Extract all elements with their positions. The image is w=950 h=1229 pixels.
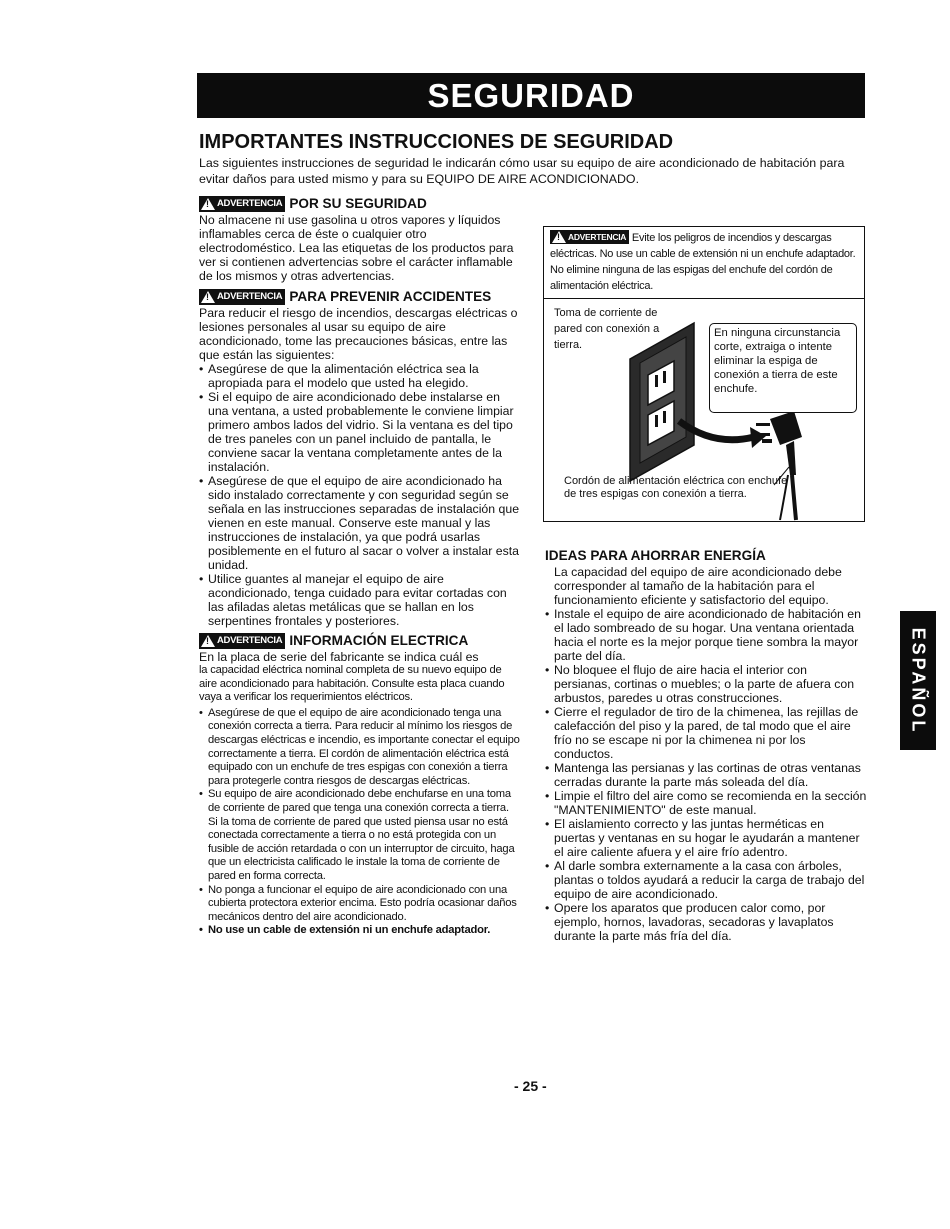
receptacle-slot xyxy=(663,371,666,383)
plug-body xyxy=(770,411,802,445)
list-item: • Asegúrese de que el equipo de aire acondicionado tenga una conexión correcta a tierra. Para reducir al mínimo los riesgos de descargas eléctricas e incendio, es importante conectar el equipo correctamente a tierra. El cordón de alimentación eléctrica está equipado con un enchufe de tres espigas con conexión a tierra para protegerle contra riesgos de descargas eléctricas. xyxy=(199,707,521,789)
receptacle-slot xyxy=(655,415,658,427)
page-title: IMPORTANTES INSTRUCCIONES DE SEGURIDAD xyxy=(199,131,674,153)
section-header-por-su-seguridad xyxy=(199,195,521,212)
list-item: • No bloquee el flujo de aire hacia el interior con persianas, cortinas o muebles; o la parte de afuera con arbustos, paredes u otras construcciones. xyxy=(545,663,867,705)
receptacle-slot xyxy=(663,411,666,423)
bullet-list xyxy=(199,707,521,938)
list-item-emphasis: • No use un cable de extensión ni un enchufe adaptador. xyxy=(199,924,521,938)
warning-triangle-icon xyxy=(552,231,566,243)
section-text: En la placa de serie del fabricante se indica cuál es xyxy=(199,650,479,664)
list-item: • El aislamiento correcto y las juntas herméticas en puertas y ventanas en su hogar le ayudarán a mantener el aire caliente afuera y el aire frío adentro. xyxy=(545,817,867,859)
language-side-tab xyxy=(900,611,936,750)
cord-label: Cordón de alimentación eléctrica con enchufe de tres espigas con conexión a tierra. xyxy=(564,475,788,500)
page-number: - 25 - xyxy=(514,1078,547,1094)
list-item: • No ponga a funcionar el equipo de aire acondicionado con una cubierta protectora exterior encima. Esto podría ocasionar daños mecánicos dentro del aire acondicionado. xyxy=(199,884,521,925)
warning-badge: ! ADVERTENCIA xyxy=(550,230,629,244)
warning-triangle-icon xyxy=(201,198,215,210)
section-title: INFORMACIÓN ELECTRICA xyxy=(289,633,469,648)
list-item: • Opere los aparatos que producen calor como, por ejemplo, hornos, lavadoras, secadoras y lavaplatos durante la parte más fría del día. xyxy=(545,901,867,943)
plug-ground-pin xyxy=(762,439,772,443)
section-title: POR SU SEGURIDAD xyxy=(289,196,427,211)
warning-triangle-icon xyxy=(201,291,215,303)
side-tab-label: ESPAÑOL xyxy=(908,627,929,734)
receptacle-slot xyxy=(655,375,658,387)
intro-paragraph: Las siguientes instrucciones de seguridad le indicarán cómo usar su equipo de aire acondicionado de habitación para evitar daños para usted mismo y para su EQUIPO DE AIRE ACONDICIONADO. xyxy=(199,156,845,186)
warning-box-header xyxy=(544,227,864,299)
plug-prong xyxy=(758,433,770,436)
list-item: • Mantenga las persianas y las cortinas de otras ventanas cerradas durante la parte más soleada del día. xyxy=(545,761,867,789)
section-title: IDEAS PARA AHORRAR ENERGÍA xyxy=(545,548,766,563)
warning-figure-box xyxy=(543,226,865,522)
list-item: • Si el equipo de aire acondicionado debe instalarse en una ventana, a usted probablemente le conviene limpiar primero ambos lados del vidrio. Si la ventana es del tipo de tres paneles con un panel incluido de pantalla, le conviene sacar la ventana completamente antes de la instalación. xyxy=(199,390,521,474)
section-text: No almacene ni use gasolina u otros vapores y líquidos inflamables cerca de éste o cualquier otro electrodoméstico. Lea las etiquetas de los productos para ver si contienen advertencias sobre el carácter inflamable de los mismos y otras advertencias. xyxy=(199,213,514,283)
warning-badge: ! ADVERTENCIA xyxy=(199,633,285,649)
section-banner xyxy=(197,73,865,118)
section-header-prevenir-accidentes xyxy=(199,288,521,305)
section-text: Para reducir el riesgo de incendios, descargas eléctricas o lesiones personales al usar su equipo de aire acondicionado, tome las precauciones básicas, entre las que están las siguientes: xyxy=(199,306,518,362)
section-title: PARA PREVENIR ACCIDENTES xyxy=(289,289,492,304)
list-item: • Instale el equipo de aire acondicionado de habitación en el lado sombreado de su hogar. Una ventana orientada hacia el norte es la mejor porque tiene sombra la mayor parte del día. xyxy=(545,607,867,663)
section-header-ahorrar-energia xyxy=(545,547,867,564)
left-column xyxy=(199,195,521,938)
warning-box-text: Evite los peligros de incendios y descargas eléctricas. No use un cable de extensión ni un enchufe adaptador. No elimine ninguna de las espigas del enchufe del cordón de alimentación eléctrica. xyxy=(550,232,856,292)
list-item: • Su equipo de aire acondicionado debe enchufarse en una toma de corriente de pared que tenga una conexión correcta a tierra. Si la toma de corriente de pared que usted piensa usar no está conectada correctamente a tierra o no está protegida con un fusible de acción retardada o con un interruptor de circuito, haga que un electricista calificado le instale la toma de corriente de pared en forma correcta. xyxy=(199,788,521,883)
list-item: • Asegúrese de que el equipo de aire acondicionado ha sido instalado correctamente y con seguridad según se señala en las instrucciones separadas de instalación que vienen en este manual. Conserve este manual y las instrucciones de instalación, ya que podrá usarlas posiblemente en el futuro al sacar o volver a instalar esta unidad. xyxy=(199,474,521,572)
plug-prong xyxy=(756,423,770,426)
section-header-informacion-electrica xyxy=(199,632,521,649)
section-text: la capacidad eléctrica nominal completa de su nuevo equipo de aire acondicionado para habitación. Consulte esta placa cuando vaya a verificar los requerimientos eléctricos. xyxy=(199,664,505,704)
list-item: • Utilice guantes al manejar el equipo de aire acondicionado, tenga cuidado para evitar cortadas con las afiladas aletas metálicas que se hallan en los serpentines frontales y posteriores. xyxy=(199,572,521,628)
warning-badge: ! ADVERTENCIA xyxy=(199,289,285,305)
right-column xyxy=(545,547,867,943)
section-text: La capacidad del equipo de aire acondicionado debe corresponder al tamaño de la habitación para el funcionamiento eficiente y satisfactorio del equipo. xyxy=(554,565,842,607)
plug-strain-relief xyxy=(786,441,796,475)
list-item: • Cierre el regulador de tiro de la chimenea, las rejillas de calefacción del piso y la pared, de tal modo que el aire frío no se escape ni por la chimenea ni por los conductos. xyxy=(545,705,867,761)
arrow-head xyxy=(750,427,766,448)
bullet-list xyxy=(545,607,867,943)
callout-box: En ninguna circunstancia corte, extraiga o intente eliminar la espiga de conexión a tierra de este enchufe. xyxy=(709,323,857,413)
outlet-label: Toma de corriente de pared con conexión a tierra. xyxy=(554,307,660,351)
warning-triangle-icon xyxy=(201,635,215,647)
list-item: • Limpie el filtro del aire como se recomienda en la sección "MANTENIMIENTO" de este manual. xyxy=(545,789,867,817)
banner-title: SEGURIDAD xyxy=(427,77,635,114)
warning-badge: ! ADVERTENCIA xyxy=(199,196,285,212)
bullet-list xyxy=(199,362,521,628)
list-item: • Asegúrese de que la alimentación eléctrica sea la apropiada para el modelo que usted ha elegido. xyxy=(199,362,521,390)
list-item: • Al darle sombra externamente a la casa con árboles, plantas o toldos ayudará a reducir la carga de trabajo del equipo de aire acondicionado. xyxy=(545,859,867,901)
